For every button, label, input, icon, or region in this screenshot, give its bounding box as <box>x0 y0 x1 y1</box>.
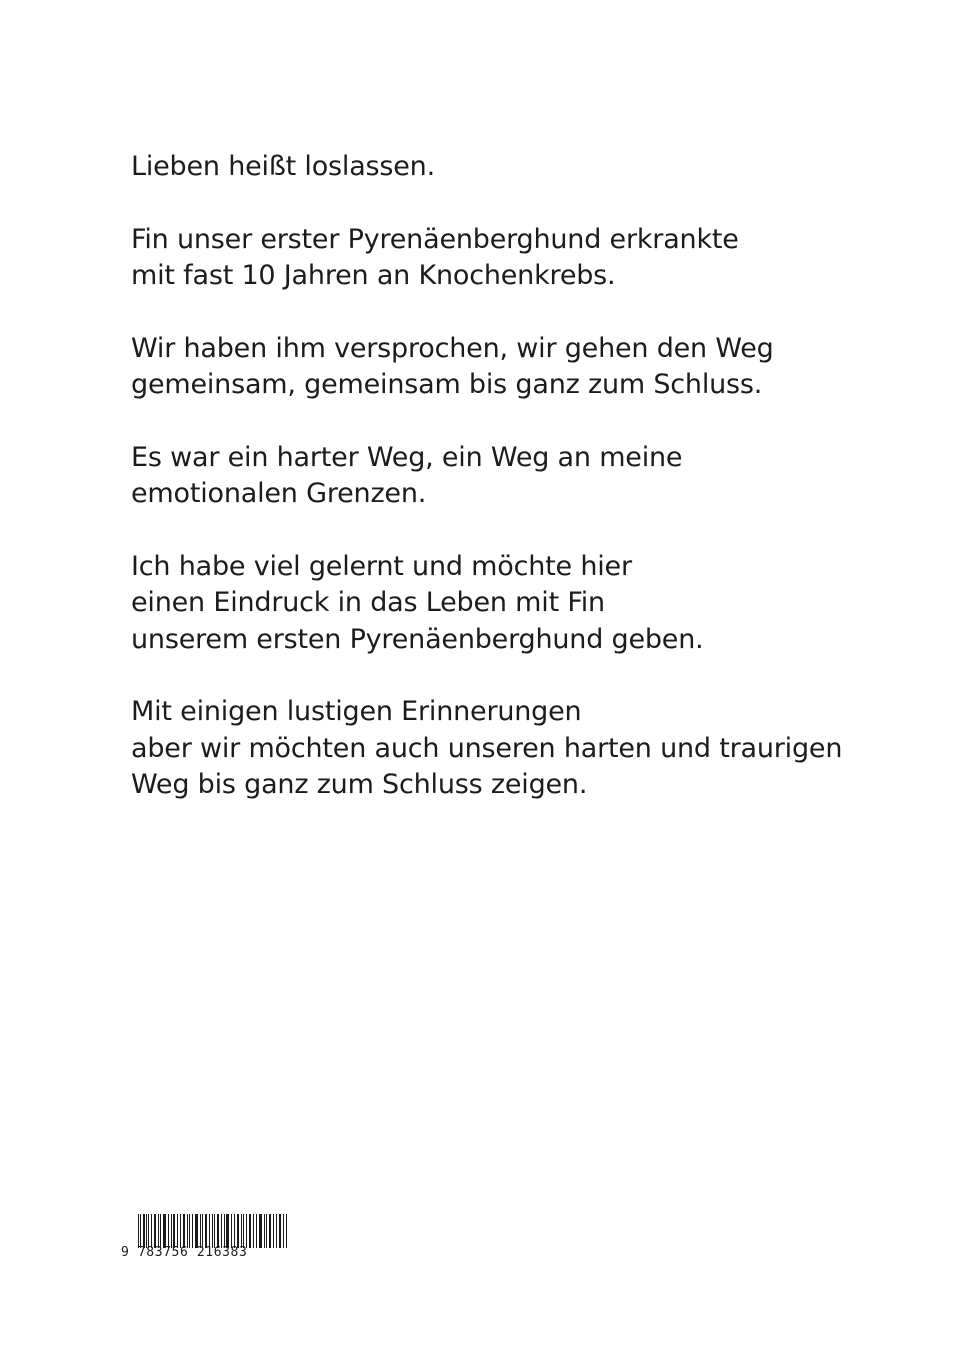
back-cover-text <box>131 149 931 840</box>
text-line: Es war ein harter Weg, ein Weg an meine <box>131 441 683 473</box>
text-line: Lieben heißt loslassen. <box>131 151 435 182</box>
text-line: Ich habe viel gelernt und möchte hier <box>131 550 632 582</box>
text-line: einen Eindruck in das Leben mit Fin <box>131 587 605 618</box>
paragraph-4 <box>131 440 931 513</box>
paragraph-6 <box>131 694 931 804</box>
isbn-barcode-icon <box>138 1214 288 1248</box>
text-line: Weg bis ganz zum Schluss zeigen. <box>131 769 588 800</box>
paragraph-1 <box>131 149 931 186</box>
text-line: unserem ersten Pyrenäenberghund geben. <box>131 623 704 655</box>
text-line: Mit einigen lustigen Erinnerungen <box>131 696 582 727</box>
text-line: emotionalen Grenzen. <box>131 478 427 509</box>
text-line: gemeinsam, gemeinsam bis ganz zum Schluss. <box>131 369 763 400</box>
text-line: aber wir möchten auch unseren harten und traurigen <box>131 732 843 764</box>
barcode-digits: 9 783756 216383 <box>121 1245 248 1260</box>
text-line: Wir haben ihm versprochen, wir gehen den Weg <box>131 332 774 364</box>
paragraph-3 <box>131 331 931 404</box>
paragraph-5 <box>131 549 931 659</box>
isbn-barcode <box>121 1214 291 1262</box>
text-line: Fin unser erster Pyrenäenberghund erkrankte <box>131 223 739 255</box>
text-line: mit fast 10 Jahren an Knochenkrebs. <box>131 260 616 291</box>
paragraph-2 <box>131 222 931 295</box>
